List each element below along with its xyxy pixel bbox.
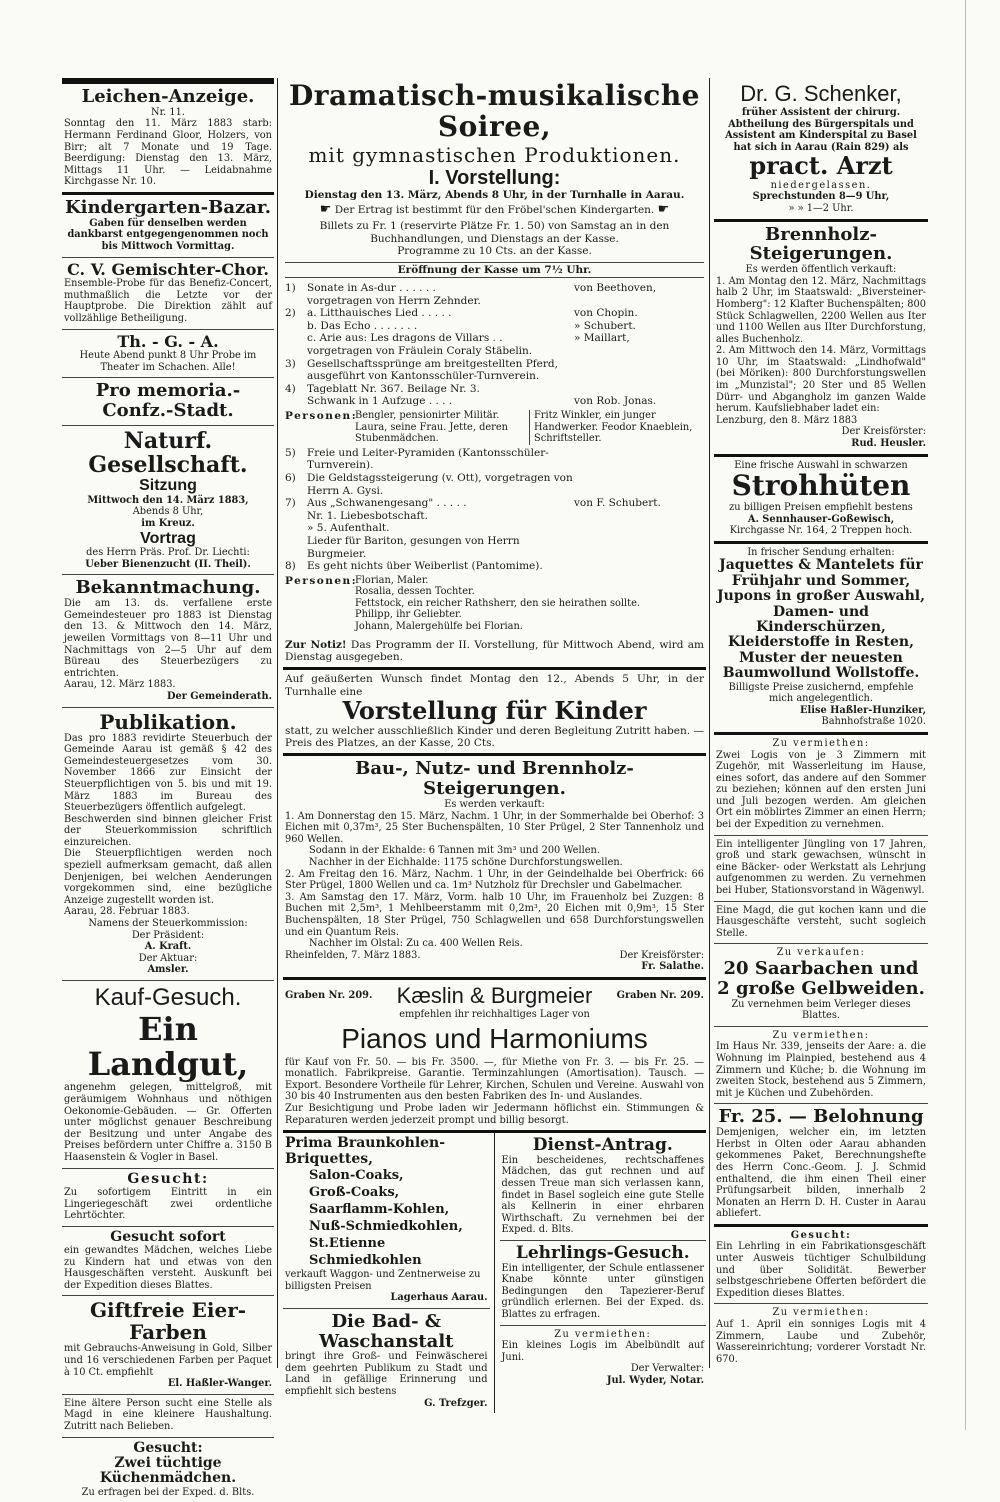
kaeslin-name: Kæslin & Burgmeier xyxy=(396,982,593,1008)
schenker-sprech: Sprechstunden 8—9 Uhr, xyxy=(752,191,890,203)
schenker-big: pract. Arzt xyxy=(749,151,893,181)
program-item-a xyxy=(574,510,704,523)
program-item-n: 4) xyxy=(285,382,296,395)
brennholz-title: Brennholz-Steigerungen. xyxy=(749,223,893,265)
publik-org: Namens der Steuerkommission: xyxy=(88,918,248,930)
gesucht2-title: Gesucht sofort xyxy=(110,1228,226,1245)
bau-place: Rheinfelden, 7. März 1883. xyxy=(285,949,421,961)
program-item xyxy=(285,332,704,345)
personen2-line: Florian, Maler. xyxy=(355,574,429,586)
program-item-a xyxy=(574,522,704,535)
program-item-w: vorgetragen von Herrn Zehnder. xyxy=(307,294,481,307)
program-item xyxy=(285,320,704,333)
publikation xyxy=(62,708,274,981)
zu-vermiethen-2 xyxy=(714,1027,928,1105)
program-item xyxy=(285,472,704,497)
program-item-a: von Chopin. xyxy=(574,307,638,320)
naturf-date: Mittwoch den 14. März 1883, xyxy=(87,494,249,506)
program-item-w: Freie und Leiter-Pyramiden (Kantonsschüler-Turnverein). xyxy=(307,446,549,472)
naturf-vortrag: Vortrag xyxy=(140,529,196,547)
program-list-2 xyxy=(285,447,704,573)
jaquettes-big1: Jaquettes & Mantelets für Frühjahr und Sommer, xyxy=(719,557,923,589)
kinder-big: Vorstellung für Kinder xyxy=(342,696,647,726)
naturf-place: im Kreuz. xyxy=(141,518,195,530)
soiree xyxy=(283,78,706,670)
stroh-sign: A. Sennhauser-Goßewisch, xyxy=(747,513,895,525)
belohnung xyxy=(714,1104,928,1227)
gesucht2-text: ein gewandtes Mädchen, welches Liebe zu Kindern hat und etwas von den Hausgeschäften versteht. Auskunft bei der Expedition dieses Blattes. xyxy=(64,1245,272,1291)
zuverm3-title: Zu vermiethen: xyxy=(772,1307,870,1319)
pointing-hand-icon: ☛ xyxy=(657,202,670,217)
personen1-right: Fritz Winkler, ein junger Handwerker. Feodor Knaeblein, Schriftsteller. xyxy=(534,409,693,445)
program-item xyxy=(285,395,704,408)
publik-pres: A. Kraft. xyxy=(144,941,192,953)
bekannt-text: Die am 13. ds. verfallene erste Gemeindesteuer pro 1883 ist Dienstag den 13. & Mittwoch den 14. März, jeweilen Vormittags von 8—11 Uhr und Nachmittags von 2—5 Uhr auf dem Büreau des Steuerbezügers zu entrichten. xyxy=(64,598,272,679)
soiree-programme: Programme zu 10 Cts. an der Kasse. xyxy=(397,245,592,258)
personen2-line: Philipp, ihr Geliebter. xyxy=(355,609,462,621)
thga-text: Heute Abend punkt 8 Uhr Probe im Theater im Schachen. Alle! xyxy=(79,350,257,373)
program-list-1 xyxy=(285,282,704,408)
program-item-a xyxy=(574,535,704,560)
bekanntmachung xyxy=(62,575,274,707)
kaeslin-text2: Zur Besichtigung und Probe laden wir Jedermann höflichst ein. Stimmungen & Reparaturen werden jederzeit prompt und billig besorgt. xyxy=(285,1102,704,1126)
program-item-a xyxy=(574,447,704,472)
program-item-a xyxy=(574,383,704,396)
program-item xyxy=(285,282,704,295)
kinder-vorstellung xyxy=(283,670,706,756)
publik-text3: Die Steuerpflichtigen werden noch speziell aufmerksam gemacht, daß allen Denjenigen, bei welchen Aenderungen vorgekommen sind, eine bezügliche Anzeige zugestellt worden ist. xyxy=(64,848,272,906)
personen-1 xyxy=(285,410,704,445)
brennholz-org: Der Kreisförster: xyxy=(841,426,926,438)
zu-vermiethen-logis xyxy=(500,1326,707,1391)
jaquettes xyxy=(714,544,928,735)
gesucht1-title: Gesucht: xyxy=(127,1170,209,1187)
eier-sign: El. Haßler-Wanger. xyxy=(167,1378,272,1390)
brennholz-intro: Es werden öffentlich verkauft: xyxy=(745,264,897,276)
naturf-gesellschaft xyxy=(62,426,274,576)
gesucht1-text: Zu sofortigem Eintritt in ein Lingeriegeschäft zwei ordentliche Lehrtöchter. xyxy=(64,1186,272,1222)
jaquettes-pre: In frischer Sendung erhalten: xyxy=(747,546,895,558)
brennholz-p2: 2. Am Mittwoch den 14. März, Vormittags 10 Uhr, im Staatswald: „Lindhofwald" (bei Möriken): 800 Durchforstungswellen im „Munzistal"; 20 Ster und 85 Wellen Dürr- und Abgangholz im ganzen Walde herum. Kaufsliebhaber ladet ein: xyxy=(716,345,926,415)
thga-title: Th. - G. - A. xyxy=(117,331,219,351)
gesucht-maedchen xyxy=(62,1227,274,1297)
publik-pres-label: Der Präsident: xyxy=(131,929,205,941)
verkauf-text: Zu vernehmen beim Verleger dieses Blattes. xyxy=(731,998,911,1022)
bad-sign: G. Trefzger. xyxy=(424,1397,488,1409)
jaquettes-big2: Jupons in großer Auswahl, Damen- und Kinderschürzen, Kleiderstoffe in Resten, Muster der neuesten Baumwollund Wollstoffe. xyxy=(717,588,925,682)
program-item-w: Schwank in 1 Aufzuge . . . . xyxy=(307,395,453,408)
gesucht3-title: Gesucht: xyxy=(133,1439,203,1456)
soiree-ertrag-row xyxy=(285,204,704,216)
kaeslin-text: für Kauf von Fr. 50. — bis Fr. 3500. —, für Miethe von Fr. 3. — bis Fr. 25. — monatlich. Fabrikpreise. Garantie. Terminzahlungen (Amortisation). Tausch. — Export. Besondere Vortheile für Lehrer, Kirchen, Schulen und Vereine. Auswahl von 30 bis 40 Instrumenten aus den besten Fabriken des In- und Auslandes. xyxy=(285,1056,704,1103)
left-column xyxy=(62,78,274,1502)
publik-date: Aarau, 28. Februar 1883. xyxy=(64,906,190,918)
zu-vermiethen-3 xyxy=(714,1304,928,1369)
kindergarten-bazar xyxy=(62,195,274,258)
program-item-n xyxy=(285,522,307,535)
kinder-pre: Auf geäußerten Wunsch findet Montag den 12., Abends 5 Uhr, in der Turnhalle eine xyxy=(285,673,704,698)
bau-p1b: Sodann in der Ekhalde: 6 Tannen mit 3m³ und 200 Wellen. xyxy=(309,845,600,857)
soiree-ertrag: Der Ertrag ist bestimmt für den Fröbel'schen Kindergarten. xyxy=(334,204,655,216)
bekannt-date: Aarau, 12. März 1883. xyxy=(64,679,176,691)
publik-text1: Das pro 1883 revidirte Steuerbuch der Gemeinde Aarau ist gemäß § 42 des Gemeindesteuergesetzes vom 30. November 1866 zur Einsicht der Steuerpflichtigen von 5. bis und mit 19. März 1883 im Bureau des Steuerbezügers öffentlich aufgelegt. xyxy=(64,732,272,814)
pointing-hand-icon: ☛ xyxy=(319,202,332,217)
bottom-middle-left xyxy=(283,1133,495,1413)
naturf-speaker: des Herrn Präs. Prof. Dr. Liechti: xyxy=(86,547,250,559)
program-item xyxy=(285,497,704,510)
belohnung-text: Demjenigen, welcher ein, im letzten Herbst in Olten oder Aarau abhanden gekommenes Paket, Berechnungshefte des Herrn Conc.-Geom. J. J. Schmid enthaltend, die ihm einen Theil einer Prüfungsarbeit bilden, innerhalb 2 Monaten an Herrn D. H. Custer in Aarau abliefert. xyxy=(716,1127,926,1220)
bau-p1: 1. Am Donnerstag den 15. März, Nachm. 1 Uhr, in der Sommerhalde bei Oberhof: 3 Eichen mit 0,37m³, 25 Ster Buchenspälten, 10 Ster Prügel, 2 Ster Tannenholz und 960 Wellen. xyxy=(285,810,704,845)
dienst-antrag xyxy=(500,1133,707,1241)
bau-org: Der Kreisförster: xyxy=(619,949,704,961)
notiz-text: Das Programm der II. Vorstellung, für Mittwoch Abend, wird am Dienstag ausgegeben. xyxy=(285,638,705,664)
kauf-big: Ein Landgut, xyxy=(87,1010,249,1084)
gesucht-title: Gesucht: xyxy=(790,1229,852,1241)
program-item-a xyxy=(574,472,704,497)
bekannt-sign: Der Gemeinderath. xyxy=(167,690,272,702)
kaeslin-sub: empfehlen ihr reichhaltiges Lager von xyxy=(399,1008,590,1020)
juengling xyxy=(714,836,928,902)
program-item-a: von Beethoven, xyxy=(574,282,657,295)
program-item xyxy=(285,307,704,320)
program-item-n: 5) xyxy=(285,446,296,459)
naturf-title: Naturf. Gesellschaft. xyxy=(88,427,248,479)
belohnung-title: Fr. 25. — Belohnung xyxy=(718,1106,924,1128)
zuverm1-text: Zwei Logis von je 3 Zimmern mit Zugehör, mit Wasserleitung im Hause, eines sofort, das andere auf den Sommer zu beziehen; können auf den ersten Juni und Juli bezogen werden. Am gleichen Ort ein möblirtes Zimmer an einen Herrn; bei der Expedition zu vernehmen. xyxy=(716,749,926,831)
kaeslin-header xyxy=(285,983,704,1009)
zuverm1-title: Zu vermiethen: xyxy=(772,737,870,749)
program-item xyxy=(285,510,704,523)
personen1-left: Bengler, pensionirter Militär. Laura, seine Frau. Jette, deren Stubenmädchen. xyxy=(355,410,530,445)
kohlen-item: Saarflamm-Kohlen, xyxy=(309,1201,450,1217)
kuechenmaedchen xyxy=(62,1438,274,1502)
program-item-n: 3) xyxy=(285,357,296,370)
magd-stelle xyxy=(714,902,928,945)
strohhueten xyxy=(714,457,928,544)
kohlen-text: verkauft Waggon- und Zentnerweise zu billigsten Preisen xyxy=(285,1268,481,1292)
program-item-a: » Schubert. xyxy=(574,319,636,332)
program-item-w: Sonate in As-dur . . . . . . xyxy=(307,282,436,295)
brennholz-sign: Rud. Heusler. xyxy=(851,438,926,450)
kohlen-item: Nuß-Schmiedkohlen, xyxy=(309,1218,463,1234)
vermiet-org: Der Verwalter: xyxy=(630,1363,704,1375)
soiree-eroeffnung: Eröffnung der Kasse um 7½ Uhr. xyxy=(285,262,704,278)
program-item-w: Die Geldstagssteigerung (v. Ott), vorgetragen von Herrn A. Gysi. xyxy=(307,471,573,497)
thga xyxy=(62,330,274,379)
program-item-n xyxy=(285,320,307,333)
program-item xyxy=(285,447,704,472)
naturf-topic: Ueber Bienenzucht (II. Theil). xyxy=(85,558,251,570)
kohlen-title: Prima Braunkohlen-Briquettes, xyxy=(285,1135,446,1167)
personen2-line: Johann, Malergehülfe bei Florian. xyxy=(355,621,523,633)
brennholz xyxy=(714,222,928,457)
stroh-big: Strohhüten xyxy=(731,469,911,503)
kaeslin-big: Pianos und Harmoniums xyxy=(341,1022,648,1054)
verkauf-title: Zu verkaufen: xyxy=(776,947,866,959)
program-item-w: a. Litthauisches Lied . . . . . xyxy=(307,307,452,320)
kaeslin-addr-right: Graben Nr. 209. xyxy=(616,990,704,1002)
publik-akt: Amsler. xyxy=(147,964,189,976)
program-item-w: Nr. 1. Liebesbotschaft. xyxy=(307,509,428,522)
program-item-a xyxy=(574,295,704,308)
bau-footer xyxy=(285,950,704,962)
schenker-niedergel: niedergelassen. xyxy=(770,179,872,191)
kohlen-list xyxy=(285,1167,488,1269)
column-rule-right xyxy=(709,78,710,1368)
soiree-title: Dramatisch-musikalische Soiree, xyxy=(289,79,700,143)
brennholz-p1: 1. Am Montag den 12. März, Nachmittags halb 2 Uhr, im Staatswald: „Biversteiner-Homberg": 12 Klafter Buchenspälten; 800 Stück Schlagwellen, 2200 Wellen aus Iter und 1100 Wellen aus IIter Durchforstung, alles Buchenholz. xyxy=(716,275,926,345)
program-item-n xyxy=(285,332,307,345)
program-item-n xyxy=(285,535,307,560)
program-item-w: Gesellschaftssprünge am breitgestellten Pferd, ausgeführt von Kantonsschüler-Turnverein. xyxy=(307,357,558,383)
program-item-n: 2) xyxy=(285,307,296,320)
stroh-addr: Kirchgasse Nr. 164, 2 Treppen hoch. xyxy=(729,525,913,537)
promemoria xyxy=(62,378,274,426)
notiz-label: Zur Notiz! xyxy=(285,638,347,651)
program-item-w: b. Das Echo . . . . . . . xyxy=(307,319,418,332)
promemoria-title: Pro memoria.-Confz.-Stadt. xyxy=(95,380,241,422)
gesucht3-text: Zu erfragen bei der Exped. d. Blts. xyxy=(81,1486,255,1498)
soiree-sub: mit gymnastischen Produktionen. xyxy=(308,142,681,167)
zuverm3-text: Auf 1. April ein sonniges Logis mit 4 Zimmern, Laube und Zubehör, Wassereinrichtung; vorderer Vorstadt Nr. 670. xyxy=(716,1319,926,1365)
publik-akt-label: Der Aktuar: xyxy=(138,952,198,964)
program-item-w: » 5. Aufenthalt. xyxy=(307,522,390,535)
eier-farben xyxy=(62,1296,274,1394)
program-item-n xyxy=(285,395,307,408)
column-rule-left xyxy=(277,78,278,1368)
bau-p1c: Nachher in der Eichhalde: 1175 schöne Durchforstungswellen. xyxy=(309,857,623,869)
notiz xyxy=(285,639,704,664)
kohlen-item: Groß-Coaks, xyxy=(309,1184,400,1200)
personen-2 xyxy=(285,575,704,633)
leichen-anzeige xyxy=(62,78,274,195)
bau-sign: Fr. Salathe. xyxy=(641,961,704,973)
soiree-when: Dienstag den 13. März, Abends 8 Uhr, in der Turnhalle in Aarau. xyxy=(304,188,685,201)
program-item-a: » Maillart, xyxy=(574,332,630,345)
lehrling-title: Lehrlings-Gesuch. xyxy=(515,1242,690,1263)
page-edge xyxy=(965,0,966,1430)
vermiet-text: Ein kleines Logis im Abelbündlt auf Juni. xyxy=(501,1340,704,1363)
program-item-a xyxy=(574,345,704,358)
verkauf-big: 20 Saarbachen und 2 große Gelbweiden. xyxy=(717,958,925,999)
eier-text: mit Gebrauchs-Anweisung in Gold, Silber und 16 verschiedenen Farben per Paquet à 10 Ct. empfiehlt xyxy=(64,1343,272,1378)
kaeslin-burgmeier xyxy=(283,980,706,1133)
cv-title: C. V. Gemischter-Chor. xyxy=(67,259,269,279)
zuverm2-title: Zu vermiethen: xyxy=(772,1029,870,1041)
lehrlings-gesuch xyxy=(500,1241,707,1326)
schenker-sprech2: » » 1—2 Uhr. xyxy=(788,202,854,214)
magd-text: Eine ältere Person sucht eine Stelle als Magd in eine kleinere Haushaltung. Zutritt nach Belieben. xyxy=(64,1397,272,1433)
bau-p2: 2. Am Freitag den 16. März, Nachm. 1 Uhr, in der Geindelhalde bei Oberfrick: 66 Ster Prügel, 1800 Wellen und ca. 1m³ Nutzholz für Drechsler und Gabelmacher. xyxy=(285,868,704,892)
program-item-w: Aus „Schwanengesang" . . . . . xyxy=(307,497,467,510)
program-item-n: 7) xyxy=(285,497,296,510)
personen2-line: Rosalia, dessen Tochter. xyxy=(355,586,475,598)
stroh-pre: Eine frische Auswahl in schwarzen xyxy=(734,459,908,471)
kohlen-item: St.Etienne Schmiedkohlen xyxy=(309,1235,422,1268)
schenker xyxy=(714,78,928,222)
kohlen-sign: Lagerhaus Aarau. xyxy=(390,1292,488,1304)
publik-title: Publikation. xyxy=(99,709,237,734)
vermiet-title: Zu vermiethen: xyxy=(554,1328,652,1340)
program-item-w: vorgetragen von Fräulein Coraly Stäbelin. xyxy=(307,345,533,357)
kauf-gesuch xyxy=(62,981,274,1169)
soiree-billets: Billets zu Fr. 1 (reservirte Plätze Fr. 1. 50) von Samstag an in den Buchhandlungen, und Dienstags an der Kasse. xyxy=(319,220,670,245)
program-item-w: Tageblatt Nr. 367. Beilage Nr. 3. xyxy=(307,382,480,395)
kohlen xyxy=(283,1133,490,1309)
program-item xyxy=(285,358,704,383)
program-item-n: 6) xyxy=(285,471,296,484)
program-item-w: c. Arie aus: Les dragons de Villars . . xyxy=(307,332,503,345)
program-item xyxy=(285,560,704,573)
program-item-n xyxy=(285,345,307,358)
program-item-a xyxy=(574,358,704,383)
bad-title: Die Bad- & Waschanstalt xyxy=(318,1310,454,1352)
bau-intro: Es werden verkauft: xyxy=(444,799,545,811)
publik-text2: Beschwerden sind binnen gleicher Frist der Steuerkommission schriftlich einzureichen. xyxy=(64,813,272,848)
cv-text: Ensemble-Probe für das Benefiz-Concert, muthmaßlich die Letzte vor der Hauptprobe. Die Direktion zählt auf vollzählige Betheiligung. xyxy=(64,278,272,324)
zu-verkaufen xyxy=(714,944,928,1026)
kinder-text: statt, zu welcher ausschließlich Kinder und deren Begleitung Zutritt haben. — Preis des Platzes, an der Kasse, 20 Cts. xyxy=(285,724,704,750)
gesucht3-big: Zwei tüchtige Küchenmädchen. xyxy=(99,1455,237,1487)
zuverm2-text: Im Haus Nr. 339, jenseits der Aare: a. die Wohnung im Plainpied, bestehend aus 4 Zimmern und Küche; b. die Wohnung im zweiten Stock, bestehend aus 5 Zimmern, mit je Küchen und Zubehörden. xyxy=(716,1041,926,1099)
right-column xyxy=(714,78,928,1369)
jaquettes-sign: Elise Haßler-Hunziker, xyxy=(800,704,926,716)
kindergarten-text: Gaben für denselben werden dankbarst entgegengenommen noch bis Mittwoch Vormittag. xyxy=(67,217,269,252)
lehrling-text: Ein intelligenter, der Schule entlassener Knabe könnte unter günstigen Bedingungen den Tapezierer-Beruf gründlich erlernen. Bei der Exped. ds. Blattes zu erfragen. xyxy=(501,1262,704,1321)
leichen-title: Leichen-Anzeige. xyxy=(81,86,255,107)
program-item-n xyxy=(285,295,307,308)
program-item xyxy=(285,345,704,358)
program-item-a: von Rob. Jonas. xyxy=(574,395,657,408)
bekannt-title: Bekanntmachung. xyxy=(75,577,261,599)
juengling-text: Ein intelligenter Jüngling von 17 Jahren, groß und stark gewachsen, wünscht in eine Bäcker- oder Werkstatt als Lehrjung aufgenommen zu werden. Zu vernehmen bei Huber, Stationsvorstand in Wägenwyl. xyxy=(716,838,926,897)
program-item xyxy=(285,383,704,396)
kindergarten-title: Kindergarten-Bazar. xyxy=(64,196,271,218)
gesucht-lehrtoechter xyxy=(62,1169,274,1227)
program-item xyxy=(285,535,704,560)
bau-title: Bau-, Nutz- und Brennholz-Steigerungen. xyxy=(355,758,634,800)
program-item xyxy=(285,522,704,535)
brennholz-place: Lenzburg, den 8. März 1883 xyxy=(716,414,858,426)
eier-title: Giftfreie Eier-Farben xyxy=(89,1298,247,1345)
kauf-title: Kauf-Gesuch. xyxy=(94,984,242,1012)
program-item-n: 8) xyxy=(285,560,296,573)
vermiet-sign: Jul. Wyder, Notar. xyxy=(606,1375,704,1387)
cv-chor xyxy=(62,258,274,330)
bad-text: bringt ihre Groß- und Feinwäscherei dem geehrten Publikum zu Stadt und Land in gefällige Erinnerung und empfiehlt sich bestens xyxy=(285,1351,488,1398)
magd-gesuch xyxy=(62,1395,274,1438)
program-item-n: 1) xyxy=(285,282,296,295)
stroh-text: zu billigen Preisen empfiehlt bestens xyxy=(729,502,913,514)
jaquettes-text: Billigste Preise zusichernd, empfehle mich angelegentlich. xyxy=(728,681,914,705)
naturf-time: Abends 8 Uhr, xyxy=(132,506,204,518)
jaquettes-addr: Bahnhofstraße 1020. xyxy=(821,716,926,728)
personen2-list xyxy=(355,575,704,633)
kauf-text: angenehm gelegen, mittelgroß, mit geräumigem Wohnhaus und nöthigen Oekonomie-Gebäuden. — Gr. Offerten unter möglichst genauer Beschreibung der Besitzung und unter Angabe des Preises befördern unter Chiffre a. 3150 B Haasenstein & Vogler in Basel. xyxy=(64,1082,272,1163)
kohlen-item: Salon-Coaks, xyxy=(309,1167,404,1183)
soiree-vor: I. Vorstellung: xyxy=(428,166,561,189)
program-item-a xyxy=(574,560,704,573)
personen2-line: Fettstock, ein reicher Rathsherr, den sie heirathen sollte. xyxy=(355,597,640,609)
bau-p3b: Nachher im Olstal: Zu ca. 400 Wellen Reis. xyxy=(309,938,523,950)
program-item-a: von F. Schubert. xyxy=(574,497,661,510)
zu-vermiethen-1 xyxy=(714,735,928,836)
personen1-label: Personen: xyxy=(285,409,358,422)
personen2-label: Personen: xyxy=(285,574,358,587)
gesucht-text: Ein Lehrling in ein Fabrikationsgeschäft unter Ausweis tüchtiger Schulbildung und über Solidität. Bewerber selbstgeschriebene Offerten befördert die Expedition dieses Blattes. xyxy=(716,1241,926,1299)
dienst-text: Ein bescheidenes, rechtschaffenes Mädchen, das gut rechnen und auf dessen Treue man sich verlassen kann, findet in Basel sogleich eine gute Stelle als Kellnerin in einer ehrbaren Wirthschaft. Zu vernehmen bei der Exped. d. Blts. xyxy=(501,1154,704,1236)
program-item-w: Lieder für Bariton, gesungen von Herrn Burgmeier. xyxy=(307,534,520,560)
bottom-middle-right xyxy=(495,1133,707,1413)
bad-waschanstalt xyxy=(283,1309,490,1414)
middle-column xyxy=(283,78,706,1413)
bau-steigerungen xyxy=(283,756,706,980)
leichen-nr: Nr. 11. xyxy=(151,106,185,118)
naturf-sitzung: Sitzung xyxy=(139,477,197,495)
program-item-w: Es geht nichts über Weiberlist (Pantomime). xyxy=(307,560,543,573)
kaeslin-addr-left: Graben Nr. 209. xyxy=(285,990,373,1002)
leichen-text: Sonntag den 11. März 1883 starb: Hermann Ferdinand Gloor, Holzers, von Birr; alt 7 Monate und 19 Tage. Beerdigung: Dienstag den 13. März, Mittags 11 Uhr. — Leidabnahme Kirchgasse Nr. 10. xyxy=(64,118,272,188)
bottom-middle-ads xyxy=(283,1133,706,1413)
dienst-title: Dienst-Antrag. xyxy=(532,1135,673,1156)
schenker-text: früher Assistent der chirurg. Abtheilung des Bürgerspitals und Assistent am Kinderspital zu Basel hat sich in Aarau (Rain 829) als xyxy=(725,107,917,153)
gesucht-lehrling xyxy=(714,1227,928,1305)
program-item-n xyxy=(285,510,307,523)
magd2-text: Eine Magd, die gut kochen kann und die Hausgeschäfte versteht, sucht sogleich Stelle. xyxy=(716,904,926,939)
bau-p3: 3. Am Samstag den 17. März, Vorm. halb 10 Uhr, im Frauenholz bei Zuzgen: 8 Buchen mit 2,5m³, 1 Mehlbeerstamm mit 0,2m³, 20 Eichen mit 0,9m³, 15 Ster Buchenspälten, 18 Ster Prügel, 750 Schlagwellen und 658 Durchforstungswellen und ein Quantum Reis. xyxy=(285,891,704,938)
program-item xyxy=(285,295,704,308)
schenker-title: Dr. G. Schenker, xyxy=(740,81,902,106)
